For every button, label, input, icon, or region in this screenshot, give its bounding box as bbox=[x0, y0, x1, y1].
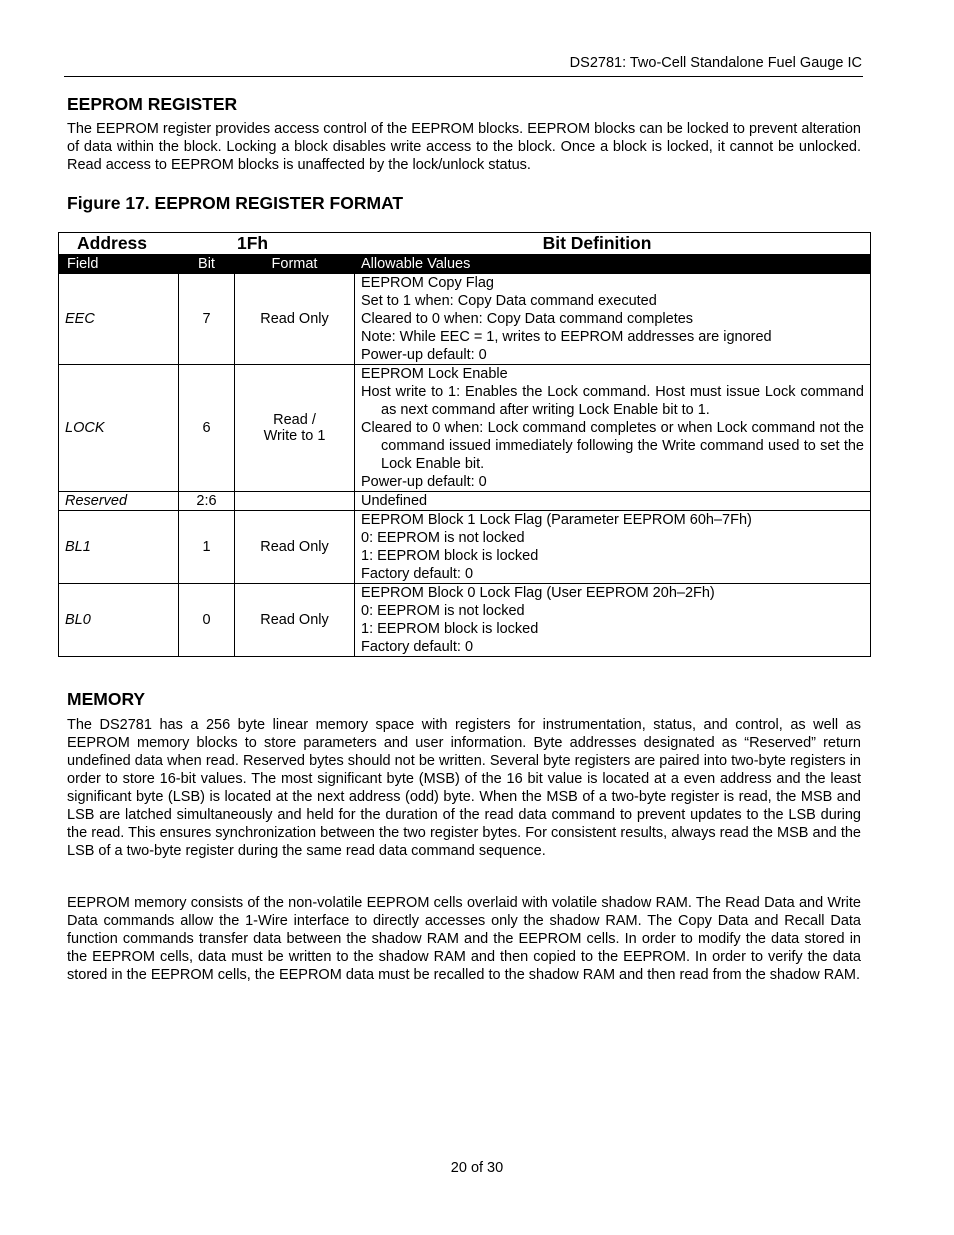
address-value: 1Fh bbox=[237, 233, 269, 253]
table-row bbox=[59, 274, 871, 365]
bit-cell: 1 bbox=[179, 511, 235, 584]
table-row bbox=[59, 492, 871, 511]
value-line: 0: EEPROM is not locked bbox=[361, 603, 525, 619]
bit-cell: 6 bbox=[179, 365, 235, 492]
format-cell: Read Only bbox=[235, 584, 355, 657]
field-cell: Reserved bbox=[59, 492, 179, 511]
allowable-values-cell bbox=[355, 492, 871, 511]
running-header: DS2781: Two-Cell Standalone Fuel Gauge IC bbox=[569, 55, 862, 71]
register-format-table bbox=[58, 232, 871, 657]
allowable-values-cell bbox=[355, 511, 871, 584]
format-line: Read / bbox=[273, 412, 316, 428]
format-cell bbox=[235, 492, 355, 511]
value-line: Host write to 1: Enables the Lock command. Host must issue Lock command as next command after writing Lock Enable bit to 1. bbox=[361, 384, 864, 418]
table-row bbox=[59, 365, 871, 492]
allowable-values-cell bbox=[355, 584, 871, 657]
value-line: Factory default: 0 bbox=[361, 639, 474, 655]
value-line: EEPROM Block 1 Lock Flag (Parameter EEPROM 60h–7Fh) bbox=[361, 512, 752, 528]
table-header-row bbox=[59, 255, 871, 274]
value-line: Cleared to 0 when: Copy Data command completes bbox=[361, 311, 694, 327]
format-line: Write to 1 bbox=[263, 428, 326, 444]
field-cell: LOCK bbox=[59, 365, 179, 492]
format-cell: Read Only bbox=[235, 511, 355, 584]
section-body-eeprom-register: The EEPROM register provides access control of the EEPROM blocks. EEPROM blocks can be locked to prevent alteration of data within the block. Locking a block disables write access to the block. Once a block is locked, it cannot be unlocked. Read access to EEPROM blocks is unaffected by the lock/unlock status. bbox=[67, 121, 861, 173]
value-line: 1: EEPROM block is locked bbox=[361, 548, 539, 564]
memory-paragraph-2: EEPROM memory consists of the non-volatile EEPROM cells overlaid with volatile shadow RAM. The Read Data and Write Data commands allow the 1-Wire interface to directly accesses only the shadow RAM. The Copy Data and Recall Data function commands transfer data between the shadow RAM and the EEPROM cells. In order to modify the data stored in the EEPROM cells, data must be written to the shadow RAM and then copied to the EEPROM. In order to verify the data stored in the EEPROM cells, the EEPROM data must be recalled to the shadow RAM and then read from the shadow RAM. bbox=[67, 895, 861, 983]
value-line: 1: EEPROM block is locked bbox=[361, 621, 539, 637]
format-cell: Read Only bbox=[235, 274, 355, 365]
memory-paragraph-1: The DS2781 has a 256 byte linear memory space with registers for instrumentation, status, and control, as well as EEPROM memory blocks to store parameters and user information. Byte addresses designated as “Reserved” return undefined data when read. Reserved bytes should not be written. Several byte registers are paired into two-byte registers in order to store 16-bit values. The most significant byte (MSB) of the 16 bit value is located at a even address and the least significant byte (LSB) is located at the next address (odd) byte. When the MSB of a two-byte register is read, the MSB and LSB are latched simultaneously and held for the duration of the read data command to prevent updates to the LSB during the read. This ensures synchronization between the two register bytes. For consistent results, always read the MSB and the LSB of a two-byte register during the same read data command sequence. bbox=[67, 717, 861, 859]
value-line: Undefined bbox=[361, 493, 428, 509]
page-number: 20 of 30 bbox=[450, 1160, 504, 1176]
allowable-values-cell bbox=[355, 274, 871, 365]
value-line: 0: EEPROM is not locked bbox=[361, 530, 525, 546]
value-line: EEPROM Block 0 Lock Flag (User EEPROM 20h–2Fh) bbox=[361, 585, 715, 601]
bit-cell: 7 bbox=[179, 274, 235, 365]
col-header-format: Format bbox=[235, 255, 355, 274]
field-cell: BL0 bbox=[59, 584, 179, 657]
value-line: EEPROM Lock Enable bbox=[361, 366, 508, 382]
header-rule bbox=[64, 76, 863, 77]
format-cell bbox=[235, 365, 355, 492]
figure-title: Figure 17. EEPROM REGISTER FORMAT bbox=[67, 193, 404, 213]
table-row bbox=[59, 584, 871, 657]
value-line: Power-up default: 0 bbox=[361, 474, 487, 490]
section-heading-eeprom-register: EEPROM REGISTER bbox=[67, 94, 238, 114]
value-line: EEPROM Copy Flag bbox=[361, 275, 494, 291]
address-label: Address bbox=[77, 233, 148, 253]
value-line: Note: While EEC = 1, writes to EEPROM addresses are ignored bbox=[361, 329, 772, 345]
table-row bbox=[59, 511, 871, 584]
section-heading-memory: MEMORY bbox=[67, 689, 146, 709]
allowable-values-cell bbox=[355, 365, 871, 492]
field-cell: BL1 bbox=[59, 511, 179, 584]
value-line: Set to 1 when: Copy Data command executed bbox=[361, 293, 657, 309]
bit-definition-label: Bit Definition bbox=[542, 233, 652, 253]
col-header-bit: Bit bbox=[179, 255, 235, 274]
value-line: Cleared to 0 when: Lock command completes or when Lock command not the command issued immediately following the Write command used to set the Lock Enable bit. bbox=[361, 420, 864, 472]
col-header-allowable-values: Allowable Values bbox=[355, 255, 871, 274]
value-line: Power-up default: 0 bbox=[361, 347, 487, 363]
field-cell: EEC bbox=[59, 274, 179, 365]
bit-cell: 0 bbox=[179, 584, 235, 657]
value-line: Factory default: 0 bbox=[361, 566, 474, 582]
col-header-field: Field bbox=[59, 255, 179, 274]
bit-cell: 2:6 bbox=[179, 492, 235, 511]
table-title-row bbox=[59, 233, 871, 255]
